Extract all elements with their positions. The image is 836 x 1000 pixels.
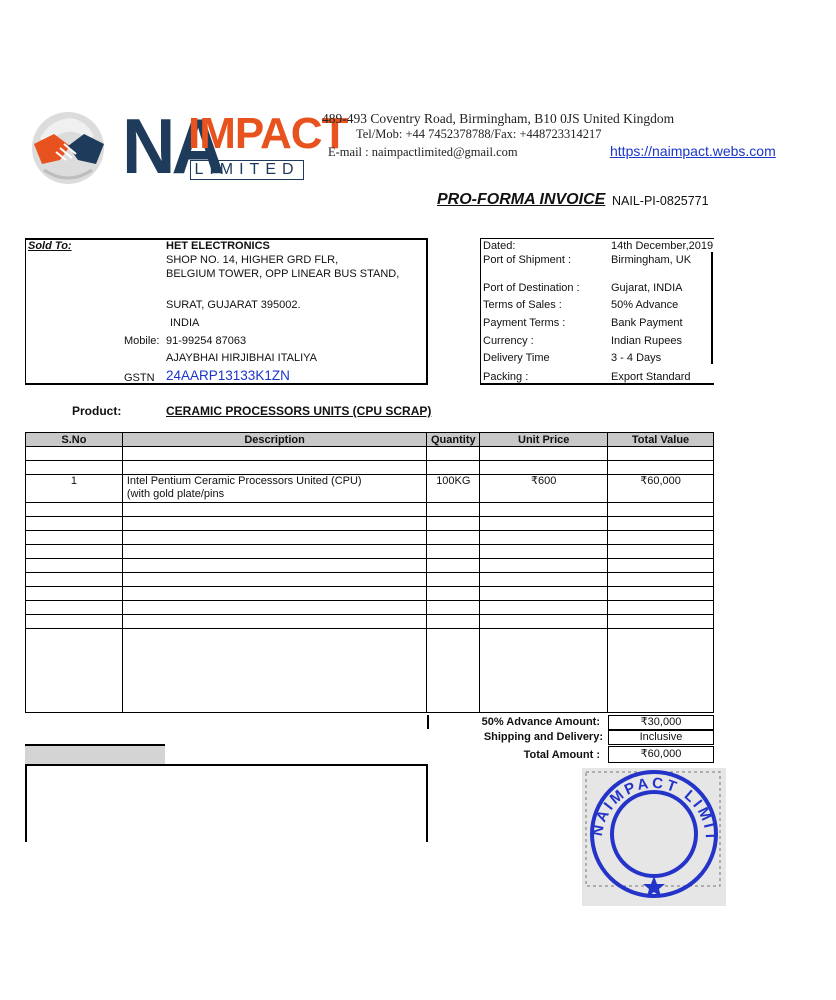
table-row	[26, 615, 714, 629]
table-row	[26, 461, 714, 475]
invoice-number: NAIL-PI-0825771	[612, 194, 709, 208]
table-row	[26, 545, 714, 559]
buyer-mobile: 91-99254 87063	[166, 335, 247, 347]
items-table	[25, 432, 714, 713]
total-amount: ₹60,000	[608, 746, 714, 763]
mobile-label: Mobile:	[124, 335, 160, 347]
meta-box-right-edge	[711, 252, 713, 364]
logo-sub: LIMITED	[194, 161, 300, 178]
total-label: Total Amount :	[523, 749, 600, 761]
table-row	[26, 559, 714, 573]
company-email: E-mail : naimpactlimited@gmail.com	[328, 145, 518, 159]
item-unit-price: ₹600	[480, 475, 608, 503]
shipping-label: Shipping and Delivery:	[483, 731, 603, 743]
item-total-value: ₹60,000	[608, 475, 714, 503]
table-row	[26, 573, 714, 587]
notes-header-bar	[25, 744, 165, 766]
buyer-address-1: SHOP NO. 14, HIGHER GRD FLR,	[166, 254, 339, 266]
col-header-sno: S.No	[26, 433, 123, 447]
logo-word: IMPACT	[188, 109, 348, 158]
meta-label-port-shipment: Port of Shipment :	[483, 254, 572, 266]
meta-value-delivery: 3 - 4 Days	[611, 352, 662, 364]
item-sno: 1	[26, 475, 123, 503]
item-description-line-2: (with gold plate/pins	[126, 488, 225, 500]
company-phone: Tel/Mob: +44 7452378788/Fax: +448723314217	[356, 127, 602, 141]
col-header-total-value: Total Value	[608, 433, 714, 447]
meta-label-currency: Currency :	[483, 335, 534, 347]
meta-label-port-destination: Port of Destination :	[483, 282, 580, 294]
stamp-text: NAIMPACT LIMIT	[588, 774, 720, 844]
col-header-description: Description	[122, 433, 426, 447]
company-website-link[interactable]: https://naimpact.webs.com	[610, 143, 776, 159]
meta-value-port-destination: Gujarat, INDIA	[611, 282, 683, 294]
meta-label-dated: Dated:	[483, 240, 516, 252]
item-quantity: 100KG	[427, 475, 480, 503]
buyer-address-2: BELGIUM TOWER, OPP LINEAR BUS STAND,	[166, 268, 400, 280]
table-header-row	[26, 433, 714, 447]
buyer-contact: AJAYBHAI HIRJIBHAI ITALIYA	[166, 352, 317, 364]
company-stamp	[582, 768, 726, 906]
gstn-label: GSTN	[124, 372, 155, 384]
gstn-value: 24AARP13133K1ZN	[166, 368, 290, 383]
shipping-value: Inclusive	[608, 730, 714, 745]
buyer-address-3: SURAT, GUJARAT 395002.	[166, 299, 301, 311]
item-description-line-1: Intel Pentium Ceramic Processors United (CPU)	[126, 475, 362, 487]
meta-label-delivery: Delivery Time	[483, 352, 550, 364]
buyer-country: INDIA	[170, 317, 200, 329]
meta-value-currency: Indian Rupees	[611, 335, 682, 347]
meta-value-packing: Export Standard	[611, 371, 691, 383]
meta-value-terms-sales: 50% Advance	[611, 299, 679, 311]
company-address: 489-493 Coventry Road, Birmingham, B10 0JS United Kingdom	[322, 111, 675, 126]
buyer-name: HET ELECTRONICS	[166, 240, 270, 252]
table-row-item	[26, 475, 714, 503]
product-label: Product:	[72, 404, 122, 418]
table-row	[26, 587, 714, 601]
invoice-title: PRO-FORMA INVOICE	[437, 191, 606, 208]
col-header-unit-price: Unit Price	[480, 433, 608, 447]
table-row	[26, 447, 714, 461]
table-row	[26, 629, 714, 713]
meta-value-dated: 14th December,2019	[611, 240, 714, 252]
table-row	[26, 601, 714, 615]
meta-value-payment-terms: Bank Payment	[611, 317, 683, 329]
summary-divider	[427, 715, 429, 729]
logo-letters: NA	[122, 102, 221, 190]
notes-box	[25, 764, 428, 842]
meta-label-packing: Packing :	[483, 371, 529, 383]
meta-label-terms-sales: Terms of Sales :	[483, 299, 562, 311]
meta-label-payment-terms: Payment Terms :	[483, 317, 566, 329]
advance-amount: ₹30,000	[608, 715, 714, 730]
item-description	[122, 475, 426, 503]
advance-label: 50% Advance Amount:	[481, 716, 600, 728]
company-logo-icon	[30, 100, 108, 196]
table-row	[26, 517, 714, 531]
product-value: CERAMIC PROCESSORS UNITS (CPU SCRAP)	[166, 404, 432, 418]
col-header-quantity: Quantity	[427, 433, 480, 447]
svg-text:NAIMPACT LIMITED	[582, 768, 719, 844]
table-row	[26, 531, 714, 545]
sold-to-label: Sold To:	[28, 240, 72, 252]
meta-value-port-shipment: Birmingham, UK	[611, 254, 692, 266]
table-row	[26, 503, 714, 517]
